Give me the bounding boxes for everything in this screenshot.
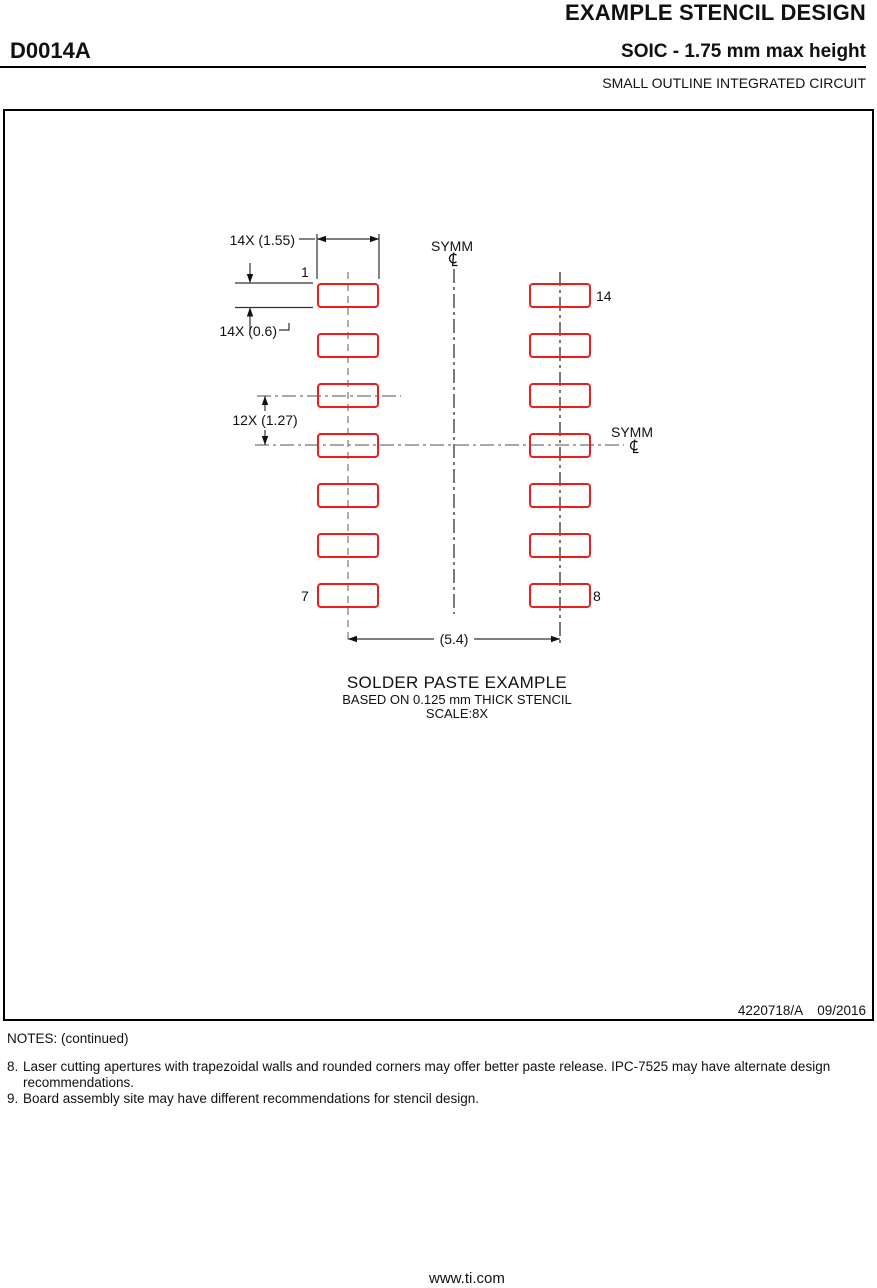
note-item-9 xyxy=(7,1091,852,1107)
dim-span-text: (5.4) xyxy=(434,631,475,647)
aperture-pin11 xyxy=(529,433,591,458)
dim-label-aperture-width: 14X (1.55) xyxy=(229,232,295,248)
aperture-pin3 xyxy=(317,383,379,408)
note-number: 9. xyxy=(7,1091,19,1106)
revision-block xyxy=(738,1003,866,1018)
stencil-drawing xyxy=(5,111,872,1019)
note-text: Laser cutting apertures with trapezoidal walls and rounded corners may offer better paste release. IPC-7525 may have alternate design recommendations. xyxy=(23,1059,831,1090)
aperture-pin4 xyxy=(317,433,379,458)
note-item-8 xyxy=(7,1059,852,1091)
aperture-pin7 xyxy=(317,583,379,608)
dim-label-pitch: 12X (1.27) xyxy=(232,412,298,428)
revision-date: 09/2016 xyxy=(817,1003,866,1018)
aperture-pin9 xyxy=(529,533,591,558)
package-subtitle: SOIC - 1.75 mm max height xyxy=(621,41,866,62)
aperture-pin5 xyxy=(317,483,379,508)
aperture-pin12 xyxy=(529,383,591,408)
header-rule xyxy=(0,66,866,68)
pin-label-1: 1 xyxy=(301,264,309,280)
revision-number: 4220718/A xyxy=(737,1003,804,1018)
dim-label-aperture-height: 14X (0.6) xyxy=(219,323,277,339)
caption-scale: SCALE:8X xyxy=(425,706,489,721)
aperture-pin8 xyxy=(529,583,591,608)
note-text: Board assembly site may have different recommendations for stencil design. xyxy=(23,1091,479,1106)
aperture-pin1 xyxy=(317,283,379,308)
dim-label-span xyxy=(404,631,504,649)
footer-url: www.ti.com xyxy=(429,1270,505,1287)
centerline-symbol-icon xyxy=(446,252,459,269)
pin-label-14: 14 xyxy=(596,288,612,304)
symm-label-right: SYMM xyxy=(611,424,653,440)
caption-basis: BASED ON 0.125 mm THICK STENCIL xyxy=(342,692,572,707)
aperture-pin2 xyxy=(317,333,379,358)
dimension-aperture-width xyxy=(299,234,379,279)
note-number: 8. xyxy=(7,1059,19,1074)
aperture-pin6 xyxy=(317,533,379,558)
aperture-pin13 xyxy=(529,333,591,358)
package-description: SMALL OUTLINE INTEGRATED CIRCUIT xyxy=(602,75,866,91)
aperture-pin10 xyxy=(529,483,591,508)
caption-title: SOLDER PASTE EXAMPLE xyxy=(346,673,568,692)
pin-label-7: 7 xyxy=(301,588,309,604)
page-title: EXAMPLE STENCIL DESIGN xyxy=(564,0,866,25)
notes-heading: NOTES: (continued) xyxy=(7,1031,129,1046)
symm-label-top: SYMM xyxy=(431,238,473,254)
pin-label-8: 8 xyxy=(593,588,601,604)
package-code: D0014A xyxy=(10,38,91,63)
centerline-symbol-icon xyxy=(627,439,640,456)
aperture-pin14 xyxy=(529,283,591,308)
drawing-frame xyxy=(3,109,874,1021)
notes-list xyxy=(7,1059,852,1107)
